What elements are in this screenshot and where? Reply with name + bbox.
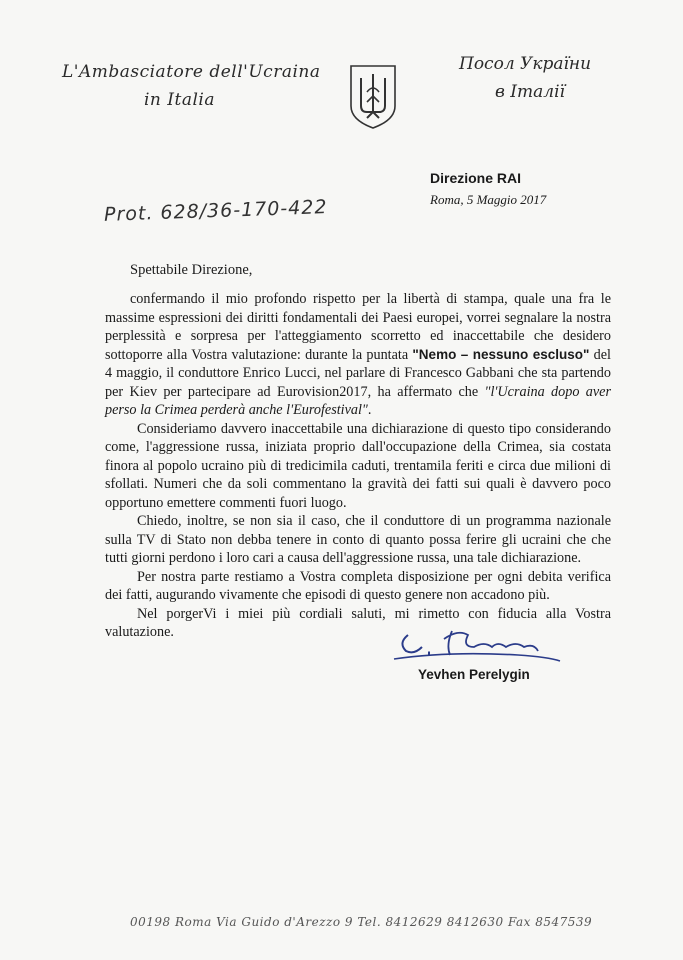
paragraph-5: Nel porgerVi i miei più cordiali saluti, mi rimetto con fiducia alla Vostra valutazione. bbox=[105, 605, 611, 640]
footer-address: 00198 Roma Via Guido d'Arezzo 9 Tel. 8412629 8412630 Fax 8547539 bbox=[130, 915, 593, 929]
paragraph-3: Chiedo, inoltre, se non sia il caso, che il conduttore di un programma nazionale sulla TV di Stato non debba tenere in conto di quanto possa ferire gli ucraini che che tutti giorni perdono i loro cari a causa dell'aggressione russa, una tale dichiarazione. bbox=[105, 513, 611, 566]
protocol-number: Prot. 628/36-170-422 bbox=[103, 196, 328, 226]
program-title: "Nemo – nessuno escluso" bbox=[412, 346, 590, 362]
paragraph-1-text: confermando il mio profondo rispetto per la libertà di stampa, quale una fra le massime espressioni dei diritti fondamentali dei Paesi europei, vorrei segnalare la nostra perplessità e sorpresa per l'atteggiamento scorretto ed inaccettabile che desidero sottoporre alla Vostra valutazione: durante la puntata bbox=[105, 291, 611, 363]
letterhead-italian-line1: L'Ambasciatore dell'Ucraina bbox=[62, 62, 321, 82]
paragraph-1 bbox=[105, 290, 611, 420]
letter-date: Roma, 5 Maggio 2017 bbox=[430, 192, 547, 207]
letterhead-ukrainian bbox=[455, 50, 655, 106]
ukraine-trident-icon bbox=[345, 62, 401, 130]
recipient: Direzione RAI bbox=[430, 170, 522, 186]
paragraph-2: Consideriamo davvero inaccettabile una dichiarazione di questo tipo considerando come, l'aggressione russa, iniziata proprio dall'occupazione della Crimea, sia costata finora al popolo ucraino più di tredicimila caduti, trentamila feriti e circa due milioni di sfollati. Numeri che da soli commentano la gravità dei fatti sui quali è davvero poco opportuno emettere commenti fuori luogo. bbox=[105, 420, 611, 511]
letterhead-italian-line2: in Italia bbox=[144, 90, 215, 110]
letterhead-ukrainian-line1: Посол України bbox=[459, 54, 592, 74]
paragraph-4: Per nostra parte restiamo a Vostra completa disposizione per ogni debita verifica dei fatti, augurando vivamente che episodi di questo genere non accadono più. bbox=[105, 568, 611, 603]
letterhead-ukrainian-line2: в Італії bbox=[495, 82, 565, 102]
quoted-statement: "l'Ucraina dopo aver perso la Crimea perderà anche l'Eurofestival" bbox=[105, 383, 611, 418]
salutation: Spettabile Direzione, bbox=[130, 262, 253, 278]
letterhead-italian bbox=[62, 58, 322, 114]
paragraph-1-end: . bbox=[367, 402, 372, 418]
letter-body bbox=[105, 290, 611, 642]
handwritten-signature bbox=[388, 617, 568, 667]
paragraph-1-text-cont: del 4 maggio, il conduttore Enrico Lucci, nel parlare di Francesco Gabbani che sta partendo per Kiev per partecipare ad Eurovision2017, ha affermato che bbox=[105, 346, 611, 400]
signer-name: Yevhen Perelygin bbox=[418, 667, 530, 682]
